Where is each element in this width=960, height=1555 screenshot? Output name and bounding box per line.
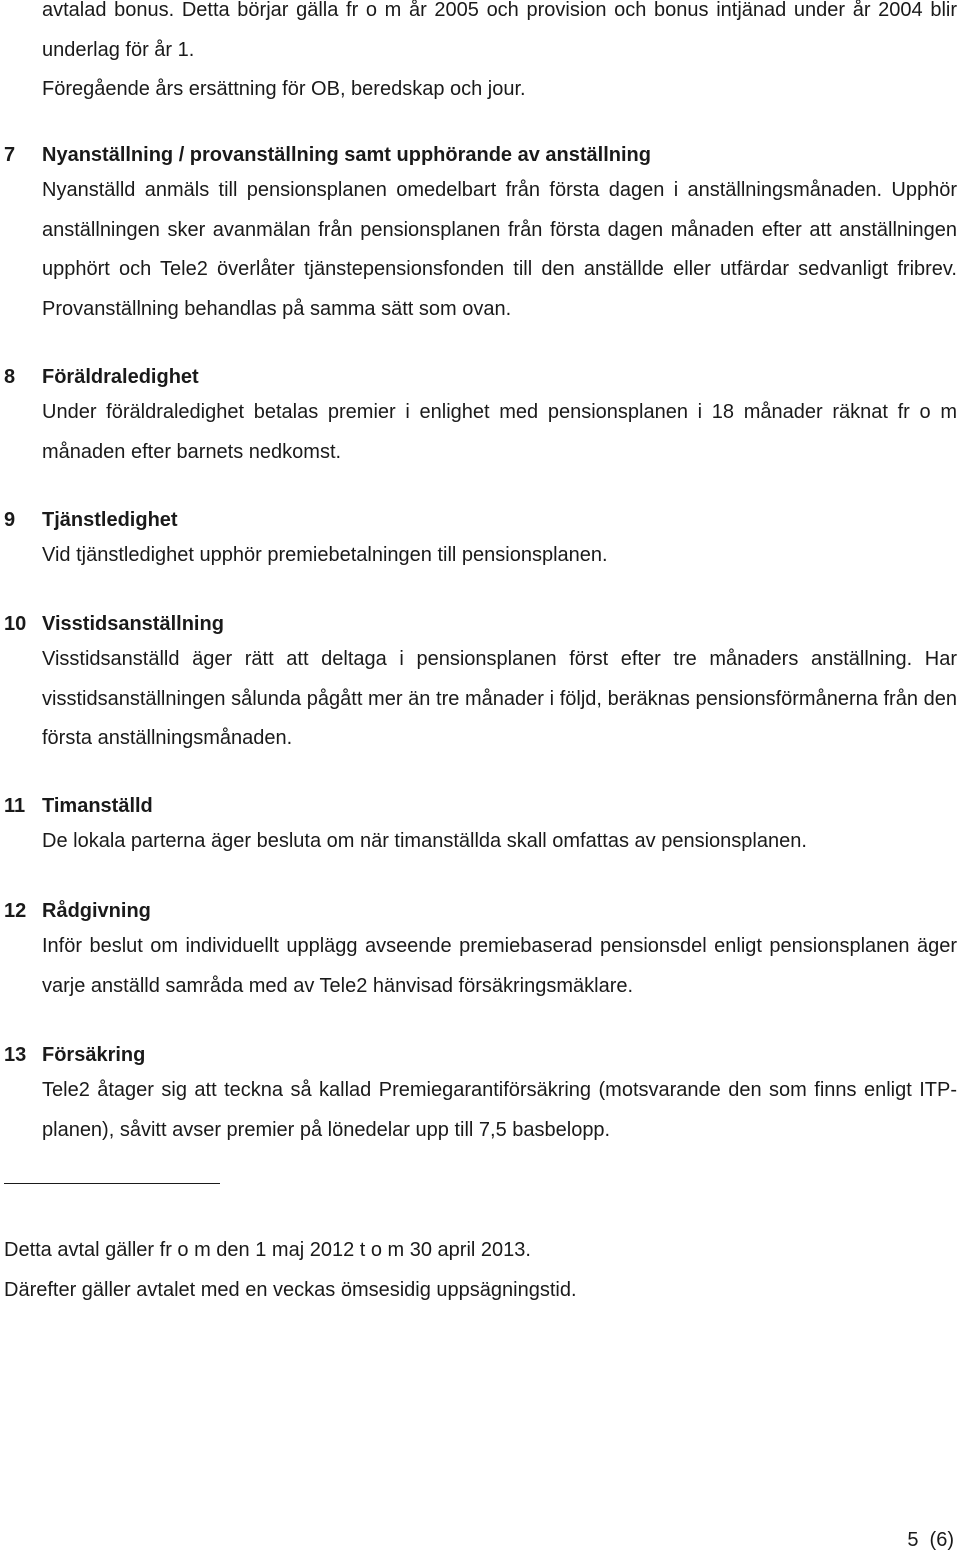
section-number: 9: [4, 509, 16, 531]
intro-text: avtalad bonus. Detta börjar gälla fr o m år 2005 och provision och bonus intjänad under år 2004 blir underlag för år 1.: [42, 0, 957, 61]
section-body: Nyanställd anmäls till pensionsplanen omedelbart från första dagen i anställningsmånaden. Upphör anställningen sker avanmälan från pensionsplanen från första dagen månaden efter att anställningen upphört och Tele2 överlåter tjänstepensionsfonden till den anställde eller utfärdar sedvanligt fribrev. Provanställning behandlas på samma sätt som ovan.: [42, 179, 957, 321]
intro-line-2: Föregående års ersättning för OB, beredskap och jour.: [42, 78, 526, 101]
section-body: De lokala parterna äger besluta om när timanställda skall omfattas av pensionsplanen.: [42, 830, 807, 852]
section-title: Tjänstledighet: [42, 509, 178, 531]
section-title: Timanställd: [42, 795, 153, 817]
section-title: Rådgivning: [42, 900, 151, 922]
section-body: Visstidsanställd äger rätt att deltaga i pensionsplanen först efter tre månaders anställning. Har visstidsanställningen sålunda pågått mer än tre månader i följd, beräknas pensionsförmånerna från den första anställningsmånaden.: [42, 648, 957, 750]
section-number: 10: [4, 613, 27, 635]
section-title: Visstidsanställning: [42, 613, 224, 635]
section-body: Under föräldraledighet betalas premier i enlighet med pensionsplanen i 18 månader räknat fr o m månaden efter barnets nedkomst.: [42, 401, 957, 463]
section-body: Inför beslut om individuellt upplägg avseende premiebaserad pensionsdel enligt pensionsplanen äger varje anställd samråda med av Tele2 hänvisad försäkringsmäklare.: [42, 935, 957, 997]
section-number: 13: [4, 1044, 27, 1066]
validity-text: Detta avtal gäller fr o m den 1 maj 2012 t o m 30 april 2013.: [4, 1239, 531, 1261]
intro-paragraph: [42, 0, 957, 110]
page-number: 5 (6): [907, 1529, 954, 1551]
section-title: Nyanställning / provanställning samt upphörande av anställning: [42, 144, 651, 166]
section-number: 7: [4, 144, 16, 166]
section-number: 12: [4, 900, 27, 922]
section-title: Försäkring: [42, 1044, 146, 1066]
footnote-divider: [4, 1183, 220, 1184]
section-body: Vid tjänstledighet upphör premiebetalningen till pensionsplanen.: [42, 544, 608, 566]
section-number: 8: [4, 366, 16, 388]
notice-text: Därefter gäller avtalet med en veckas ömsesidig uppsägningstid.: [4, 1279, 577, 1301]
section-title: Föräldraledighet: [42, 366, 199, 388]
section-body: Tele2 åtager sig att teckna så kallad Premiegarantiförsäkring (motsvarande den som finns enligt ITP-planen), såvitt avser premier på lönedelar upp till 7,5 basbelopp.: [42, 1079, 957, 1141]
section-number: 11: [4, 795, 26, 817]
